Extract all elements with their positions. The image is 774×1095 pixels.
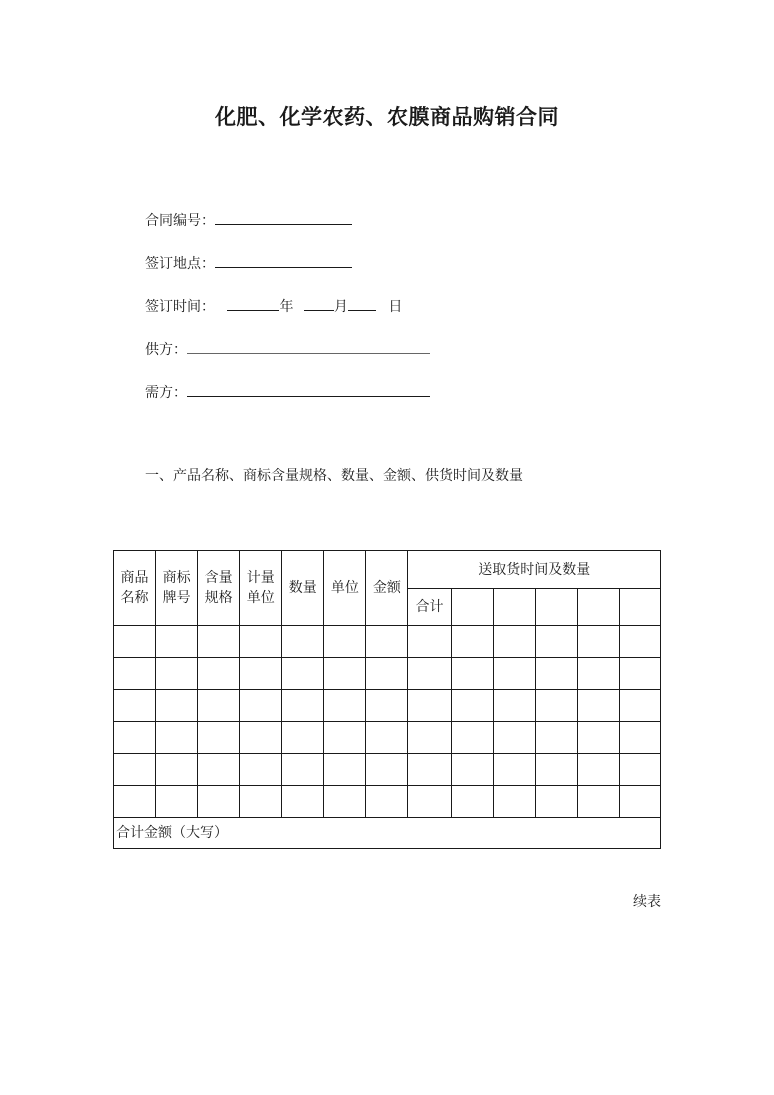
table-cell[interactable] bbox=[366, 786, 408, 818]
table-cell[interactable] bbox=[114, 690, 156, 722]
continued-label: 续表 bbox=[633, 894, 661, 910]
total-amount-label[interactable]: 合计金额（大写） bbox=[114, 818, 661, 849]
table-cell[interactable] bbox=[324, 690, 366, 722]
table-cell[interactable] bbox=[282, 786, 324, 818]
table-cell[interactable] bbox=[535, 626, 577, 658]
table-cell[interactable] bbox=[493, 589, 535, 626]
table-cell[interactable] bbox=[366, 722, 408, 754]
table-cell[interactable] bbox=[408, 690, 451, 722]
table-cell[interactable] bbox=[240, 722, 282, 754]
table-cell[interactable] bbox=[535, 589, 577, 626]
table-cell[interactable] bbox=[156, 722, 198, 754]
table-cell[interactable] bbox=[577, 722, 619, 754]
table-cell[interactable] bbox=[324, 626, 366, 658]
table-cell[interactable] bbox=[577, 754, 619, 786]
buyer-label: 需方： bbox=[145, 385, 187, 401]
table-cell[interactable] bbox=[240, 754, 282, 786]
table-cell[interactable] bbox=[198, 690, 240, 722]
table-cell[interactable] bbox=[408, 786, 451, 818]
table-cell[interactable] bbox=[535, 658, 577, 690]
buyer-blank[interactable] bbox=[187, 380, 430, 397]
table-cell[interactable] bbox=[493, 658, 535, 690]
table-cell[interactable] bbox=[282, 754, 324, 786]
table-cell[interactable] bbox=[619, 589, 660, 626]
table-cell[interactable] bbox=[619, 722, 660, 754]
table-cell[interactable] bbox=[156, 690, 198, 722]
sign-time-label: 签订时间： bbox=[145, 299, 215, 315]
supplier-blank[interactable] bbox=[187, 337, 430, 354]
table-cell[interactable] bbox=[535, 786, 577, 818]
header-product-name: 商品名称 bbox=[114, 551, 156, 626]
header-unit: 单位 bbox=[324, 551, 366, 626]
contract-number-blank[interactable] bbox=[215, 208, 352, 225]
table-row bbox=[114, 786, 661, 818]
table-cell[interactable] bbox=[366, 754, 408, 786]
contract-number-label: 合同编号： bbox=[145, 213, 215, 229]
header-subtotal: 合计 bbox=[408, 589, 451, 626]
month-label: 月 bbox=[333, 299, 348, 315]
day-blank[interactable] bbox=[348, 294, 376, 311]
contract-title: 化肥、化学农药、农膜商品购销合同 bbox=[215, 105, 559, 129]
table-cell[interactable] bbox=[282, 626, 324, 658]
table-cell[interactable] bbox=[493, 626, 535, 658]
table-cell[interactable] bbox=[493, 754, 535, 786]
table-cell[interactable] bbox=[240, 626, 282, 658]
sign-time-field bbox=[145, 294, 402, 317]
table-cell[interactable] bbox=[156, 786, 198, 818]
header-unit-measure: 计量单位 bbox=[240, 551, 282, 626]
table-cell[interactable] bbox=[535, 754, 577, 786]
table-cell[interactable] bbox=[198, 722, 240, 754]
table-cell[interactable] bbox=[408, 658, 451, 690]
table-cell[interactable] bbox=[451, 589, 493, 626]
month-blank[interactable] bbox=[304, 294, 334, 311]
table-row bbox=[114, 690, 661, 722]
header-row-1 bbox=[114, 551, 661, 589]
table-cell[interactable] bbox=[408, 626, 451, 658]
table-cell[interactable] bbox=[114, 754, 156, 786]
table-cell[interactable] bbox=[324, 722, 366, 754]
table-cell[interactable] bbox=[493, 786, 535, 818]
table-cell[interactable] bbox=[114, 626, 156, 658]
total-row bbox=[114, 818, 661, 849]
table-cell[interactable] bbox=[324, 658, 366, 690]
table-cell[interactable] bbox=[366, 690, 408, 722]
table-cell[interactable] bbox=[451, 754, 493, 786]
year-blank[interactable] bbox=[227, 294, 279, 311]
table-cell[interactable] bbox=[366, 658, 408, 690]
table-cell[interactable] bbox=[493, 690, 535, 722]
table-cell[interactable] bbox=[535, 722, 577, 754]
table-cell[interactable] bbox=[577, 690, 619, 722]
table-cell[interactable] bbox=[324, 786, 366, 818]
table-cell[interactable] bbox=[198, 754, 240, 786]
table-cell[interactable] bbox=[577, 786, 619, 818]
section-1-heading: 一、产品名称、商标含量规格、数量、金额、供货时间及数量 bbox=[145, 468, 523, 484]
table-row bbox=[114, 754, 661, 786]
table-cell[interactable] bbox=[114, 658, 156, 690]
table-cell[interactable] bbox=[282, 690, 324, 722]
table-cell[interactable] bbox=[156, 754, 198, 786]
table-cell[interactable] bbox=[577, 658, 619, 690]
header-spec: 含量规格 bbox=[198, 551, 240, 626]
sign-place-blank[interactable] bbox=[215, 251, 352, 268]
table-cell[interactable] bbox=[366, 626, 408, 658]
table-cell[interactable] bbox=[114, 722, 156, 754]
table-cell[interactable] bbox=[324, 754, 366, 786]
table-cell[interactable] bbox=[451, 786, 493, 818]
table-cell[interactable] bbox=[282, 658, 324, 690]
table-cell[interactable] bbox=[451, 690, 493, 722]
table-cell[interactable] bbox=[535, 690, 577, 722]
table-cell[interactable] bbox=[240, 786, 282, 818]
contract-number-field bbox=[145, 208, 352, 231]
supplier-label: 供方： bbox=[145, 342, 187, 358]
header-amount: 金额 bbox=[366, 551, 408, 626]
table-cell[interactable] bbox=[156, 658, 198, 690]
table-cell[interactable] bbox=[451, 722, 493, 754]
table-cell[interactable] bbox=[282, 722, 324, 754]
header-quantity: 数量 bbox=[282, 551, 324, 626]
table-cell[interactable] bbox=[451, 658, 493, 690]
table-cell[interactable] bbox=[577, 626, 619, 658]
table-cell[interactable] bbox=[619, 658, 660, 690]
table-cell[interactable] bbox=[240, 690, 282, 722]
supplier-field bbox=[145, 337, 430, 360]
table-cell[interactable] bbox=[451, 626, 493, 658]
product-table bbox=[113, 550, 661, 849]
buyer-field bbox=[145, 380, 430, 403]
table-cell[interactable] bbox=[493, 722, 535, 754]
sign-place-label: 签订地点： bbox=[145, 256, 215, 272]
table-cell[interactable] bbox=[619, 786, 660, 818]
table-cell[interactable] bbox=[240, 658, 282, 690]
table-cell[interactable] bbox=[408, 722, 451, 754]
table-row bbox=[114, 626, 661, 658]
year-label: 年 bbox=[279, 299, 294, 315]
header-delivery: 送取货时间及数量 bbox=[408, 551, 661, 589]
table-cell[interactable] bbox=[408, 754, 451, 786]
table-cell[interactable] bbox=[619, 626, 660, 658]
table-cell[interactable] bbox=[198, 626, 240, 658]
table-cell[interactable] bbox=[198, 786, 240, 818]
table-cell[interactable] bbox=[114, 786, 156, 818]
table-cell[interactable] bbox=[577, 589, 619, 626]
table-cell[interactable] bbox=[619, 690, 660, 722]
header-brand: 商标牌号 bbox=[156, 551, 198, 626]
table-row bbox=[114, 722, 661, 754]
table-cell[interactable] bbox=[198, 658, 240, 690]
table-cell[interactable] bbox=[619, 754, 660, 786]
day-label: 日 bbox=[388, 299, 403, 315]
table-row bbox=[114, 658, 661, 690]
table-cell[interactable] bbox=[156, 626, 198, 658]
sign-place-field bbox=[145, 251, 352, 274]
